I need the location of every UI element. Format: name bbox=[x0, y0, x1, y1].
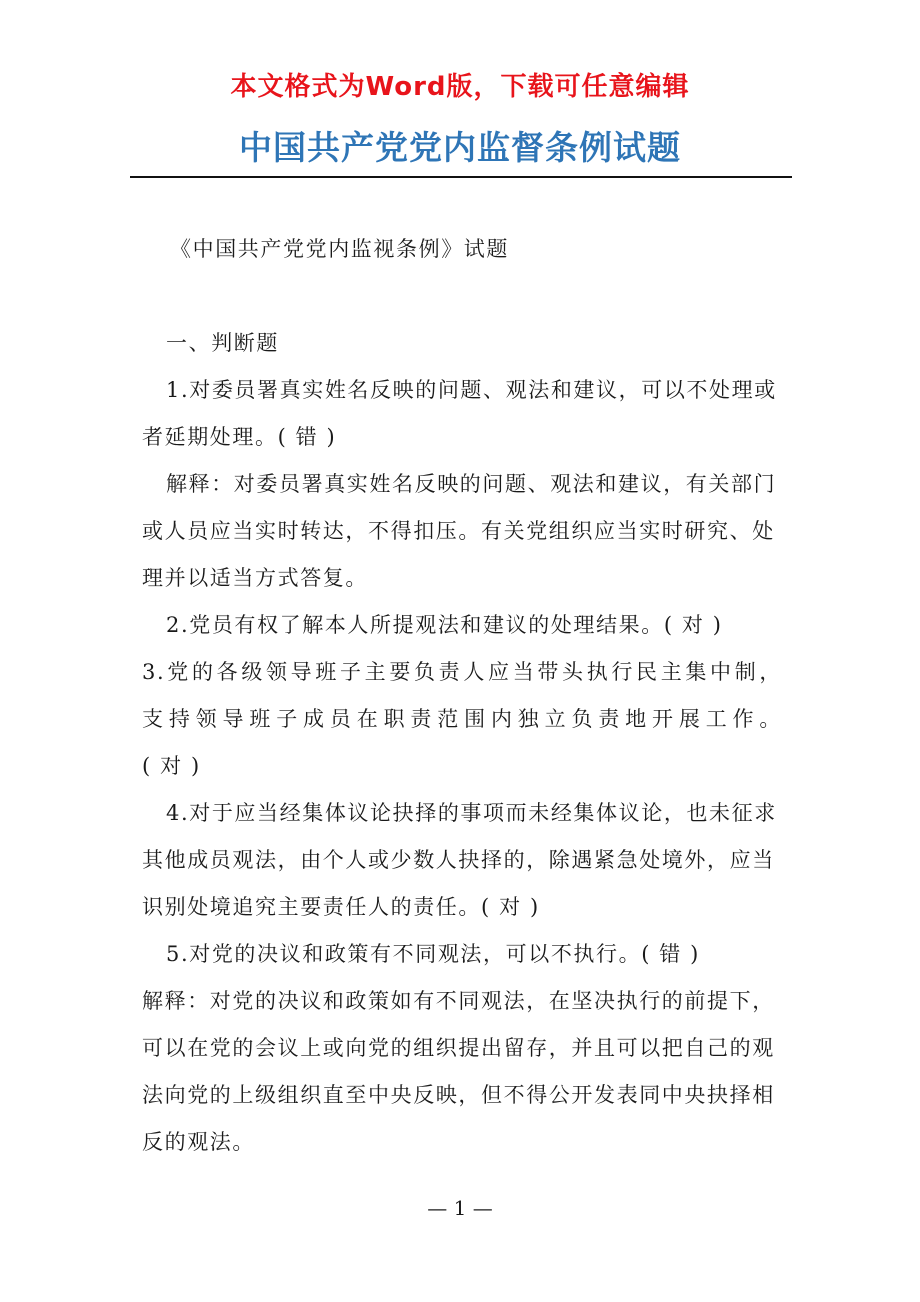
question-3-answer: ( 对 ) bbox=[142, 754, 201, 778]
section-heading: 一、判断题 bbox=[166, 331, 279, 355]
question-3-line-2: 支持领导班子成员在职责范围内独立负责地开展工作。 bbox=[142, 707, 782, 731]
header-divider bbox=[130, 176, 792, 178]
question-5-explanation: 解释：对党的决议和政策如有不同观法，在坚决执行的前提下，可以在党的会议上或向党的组织提出留存，并且可以把自己的观法向党的上级组织直至中央反映，但不得公开发表同中央抉择相反的观法。 bbox=[142, 989, 775, 1154]
quiz-subtitle: 《中国共产党党内监视条例》试题 bbox=[170, 237, 509, 261]
page-number: — 1 — bbox=[427, 1196, 493, 1220]
question-1: 1.对委员署真实姓名反映的问题、观法和建议，可以不处理或者延期处理。( 错 ) bbox=[142, 378, 777, 449]
question-5: 5.对党的决议和政策有不同观法，可以不执行。( 错 ) bbox=[166, 942, 700, 966]
document-body bbox=[142, 226, 782, 1166]
question-4: 4.对于应当经集体议论抉择的事项而未经集体议论，也未征求其他成员观法，由个人或少数人抉择的，除遇紧急处境外，应当识别处境追究主要责任人的责任。( 对 ) bbox=[142, 801, 777, 919]
question-1-explanation: 解释：对委员署真实姓名反映的问题、观法和建议，有关部门或人员应当实时转达，不得扣压。有关党组织应当实时研究、处理并以适当方式答复。 bbox=[142, 472, 777, 590]
format-notice: 本文格式为Word版，下载可任意编辑 bbox=[230, 72, 690, 102]
question-3-line-1: 3.党的各级领导班子主要负责人应当带头执行民主集中制， bbox=[142, 660, 782, 684]
question-2: 2.党员有权了解本人所提观法和建议的处理结果。( 对 ) bbox=[166, 613, 723, 637]
document-title: 中国共产党党内监督条例试题 bbox=[239, 128, 681, 167]
